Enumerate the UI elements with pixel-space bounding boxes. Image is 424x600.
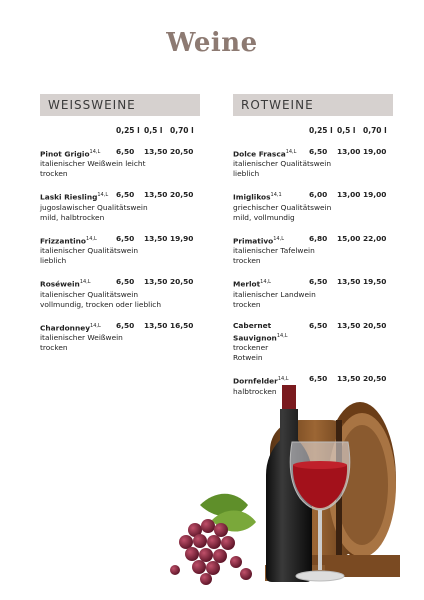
wine-name: Frizzantino: [40, 236, 87, 246]
price: 19,00: [363, 147, 387, 156]
size-label: 0,5 l: [144, 126, 163, 135]
white-wine-section: [40, 94, 216, 353]
wine-item: [233, 277, 409, 309]
wine-note: 14,1: [270, 192, 282, 199]
wine-item: [233, 234, 409, 266]
wine-item: [233, 147, 409, 179]
price: 6,00: [309, 190, 328, 200]
wine-note: 14,L: [285, 149, 297, 155]
wine-name: Cabernet Sauvignon: [233, 320, 277, 343]
size-header: [233, 126, 409, 136]
section-header-white: WEISSWEINE: [40, 94, 200, 116]
price: 20,50: [170, 147, 194, 156]
price: 16,50: [170, 320, 194, 330]
price: 13,50: [337, 374, 361, 384]
wine-name: Laski Riesling: [40, 192, 98, 202]
wine-note: 14,L: [277, 376, 289, 383]
price: 13,50: [144, 147, 168, 156]
wine-name: Dolce Frasca: [233, 149, 286, 159]
price: 6,50: [116, 277, 135, 287]
wine-item: [40, 321, 216, 353]
wine-name: Primativo: [233, 236, 274, 246]
price: 20,50: [170, 190, 194, 200]
price: 6,50: [309, 374, 328, 384]
price: 19,50: [363, 277, 387, 287]
wine-note: 14,L: [260, 279, 271, 286]
size-label: 0,5 l: [337, 126, 356, 135]
price: 6,50: [116, 147, 135, 156]
price: 13,00: [337, 190, 361, 200]
price: 6,80: [309, 233, 328, 243]
wine-description: italienischer Qualitätswein lieblich: [40, 246, 139, 266]
wine-description: trockener Rotwein: [233, 343, 269, 363]
wine-note: 14,L: [79, 279, 91, 286]
wine-item: [233, 190, 409, 222]
price: 22,00: [363, 233, 387, 243]
size-header: [40, 126, 216, 136]
wine-item: [40, 190, 216, 222]
size-label: 0,25 l: [116, 126, 140, 135]
price: 13,50: [144, 277, 168, 287]
wine-name: Dornfelder: [233, 376, 278, 386]
price: 19,90: [170, 233, 194, 243]
price: 19,00: [363, 190, 387, 200]
price: 6,50: [116, 233, 135, 243]
wine-description: italienischer Qualitätswein lieblich: [233, 159, 332, 179]
grapes-icon: [170, 494, 256, 585]
price: 6,50: [116, 320, 135, 330]
wine-item: [40, 234, 216, 266]
wine-name: Merlot: [233, 279, 261, 289]
section-header-red: ROTWEINE: [233, 94, 393, 116]
price: 20,50: [363, 374, 387, 384]
price: 6,50: [116, 190, 135, 200]
wine-illustration: [0, 380, 424, 600]
wine-description: italienischer Weißwein trocken: [40, 333, 123, 353]
wine-description: griechischer Qualitätswein mild, vollmundig: [233, 202, 332, 222]
wine-note: 14,L: [90, 322, 101, 329]
price: 13,50: [144, 320, 168, 330]
page-title: Weine: [166, 28, 258, 58]
wine-description: italienischer Qualitätswein vollmundig, trocken oder lieblich: [40, 289, 162, 309]
price: 20,50: [170, 277, 194, 287]
wine-description: italienischer Weißwein leicht trocken: [40, 159, 146, 179]
wine-description: jugoslawischer Qualitätswein mild, halbtrocken: [40, 202, 148, 222]
wine-name: Imiglikos: [233, 192, 271, 202]
price: 13,50: [337, 320, 361, 330]
wine-item: [40, 147, 216, 179]
wine-note: 14,L: [97, 192, 109, 199]
price: 13,00: [337, 147, 361, 156]
wine-name: Chardonney: [40, 323, 91, 333]
wine-item: [40, 277, 216, 309]
red-wine-section: [233, 94, 409, 397]
wine-name: Roséwein: [40, 279, 80, 289]
wine-note: 14,L: [273, 235, 284, 242]
price: 15,00: [337, 233, 361, 243]
price: 6,50: [309, 320, 328, 330]
wine-description: italienischer Landwein trocken: [233, 289, 316, 309]
wine-item: [233, 321, 409, 363]
size-label: 0,25 l: [309, 126, 333, 135]
price: 6,50: [309, 277, 328, 287]
wine-name: Pinot Grigio: [40, 149, 90, 159]
wine-note: 14,L: [86, 235, 97, 242]
price: 13,50: [337, 277, 361, 287]
price: 6,50: [309, 147, 328, 156]
price: 13,50: [144, 233, 168, 243]
size-label: 0,70 l: [170, 126, 194, 135]
wine-note: 14,L: [276, 332, 288, 339]
wine-note: 14,L: [89, 149, 101, 155]
wine-description: italienischer Tafelwein trocken: [233, 246, 315, 266]
wine-description: halbtrocken: [233, 386, 277, 396]
size-label: 0,70 l: [363, 126, 387, 135]
price: 13,50: [144, 190, 168, 200]
price: 20,50: [363, 320, 387, 330]
